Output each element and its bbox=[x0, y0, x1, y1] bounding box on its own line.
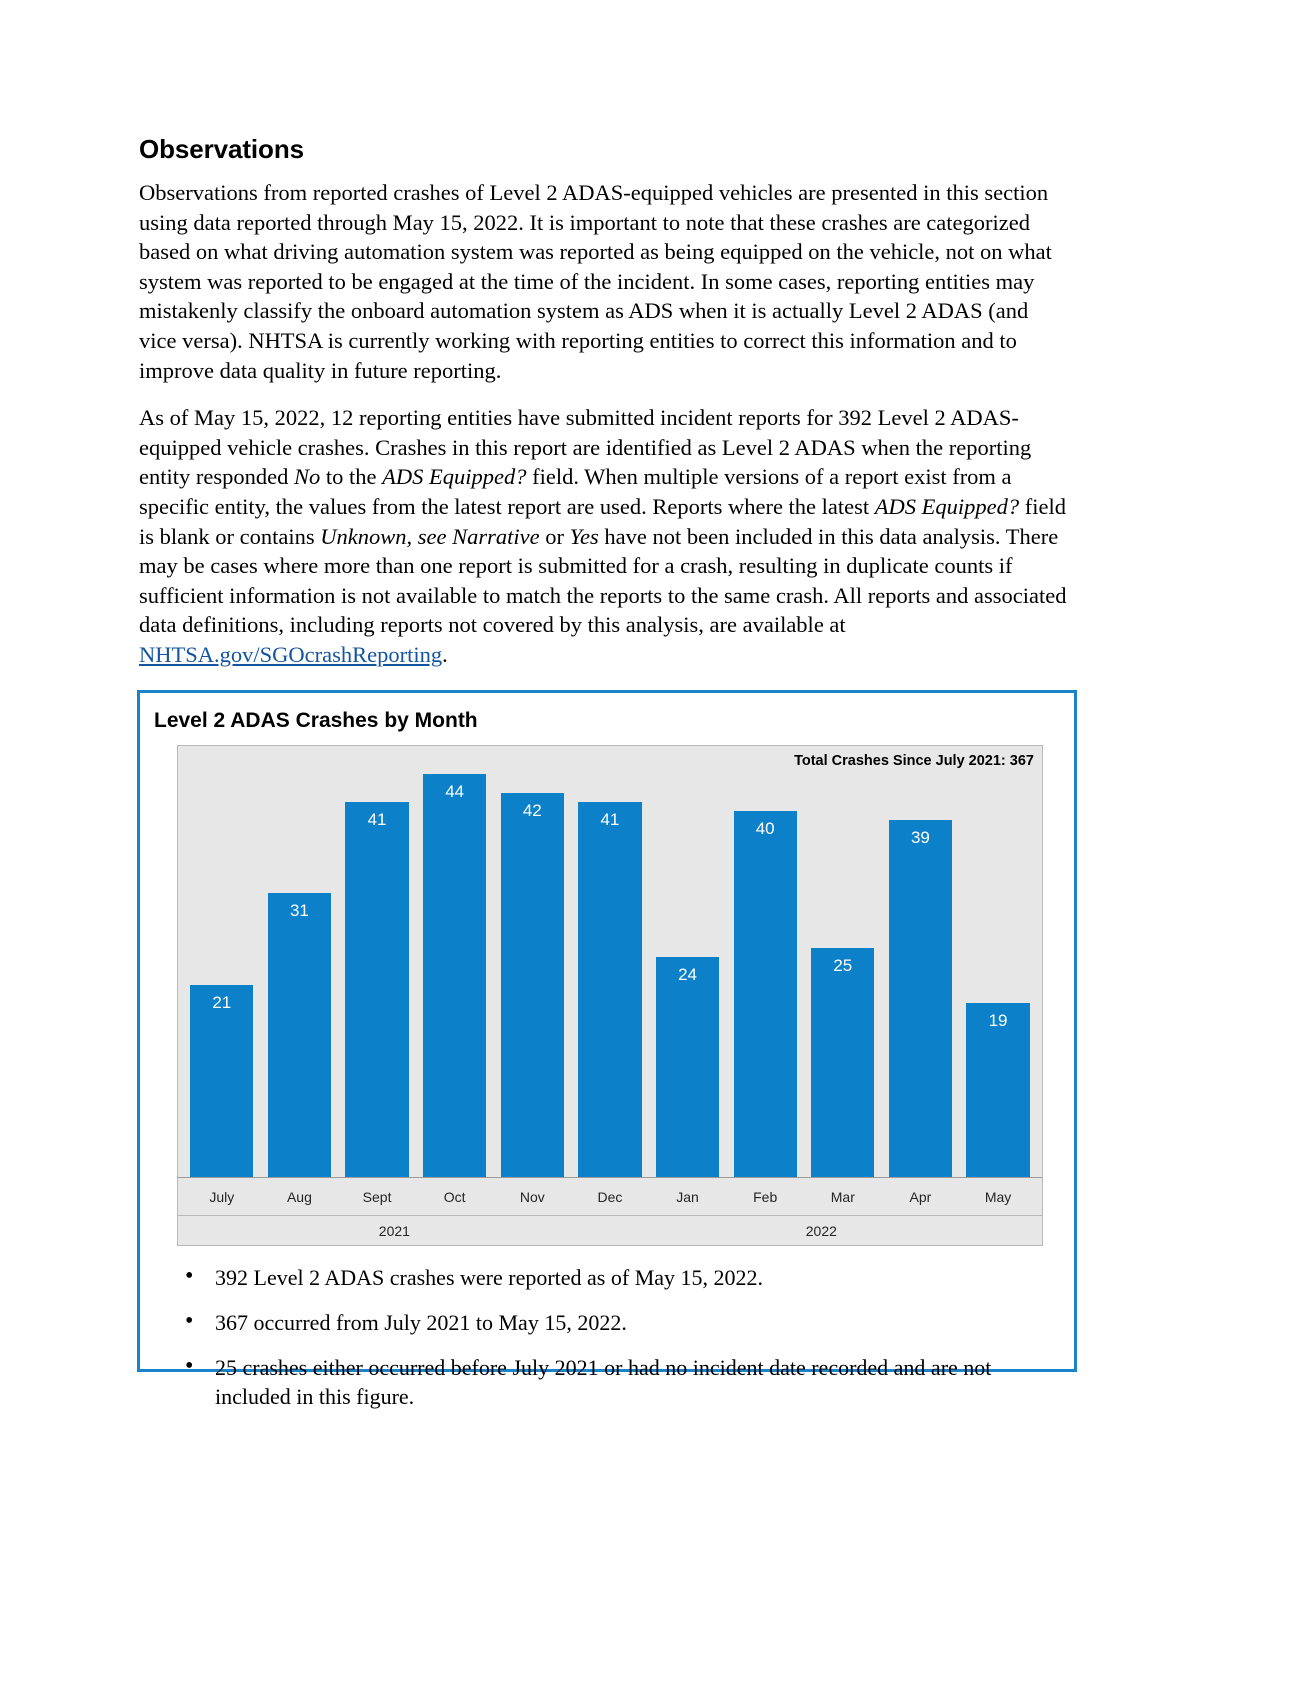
bar-may[interactable] bbox=[966, 1003, 1029, 1177]
bar-slot bbox=[811, 747, 874, 1177]
bar-slot bbox=[423, 747, 486, 1177]
bar-slot bbox=[501, 747, 564, 1177]
p2-italic-ads-equipped-1: ADS Equipped? bbox=[382, 464, 527, 490]
x-tick-may: May bbox=[984, 1188, 1012, 1205]
bar-slot bbox=[268, 747, 331, 1177]
chart-year-band bbox=[177, 1216, 1043, 1246]
p2-segment-7: . bbox=[442, 641, 448, 667]
page-title: Observations bbox=[139, 134, 304, 164]
bar-value-label: 21 bbox=[212, 992, 232, 1012]
bar-value-label: 41 bbox=[600, 809, 620, 829]
p2-italic-no: No bbox=[293, 464, 321, 490]
bar-feb[interactable] bbox=[734, 811, 797, 1177]
x-tick-apr: Apr bbox=[909, 1188, 932, 1205]
x-axis-tick-labels bbox=[183, 1178, 1037, 1215]
p2-segment-4: field is blank or contains bbox=[139, 493, 1066, 549]
bar-value-label: 39 bbox=[910, 828, 930, 848]
bar-value-label: 24 bbox=[678, 965, 698, 985]
bullet-marker-icon: • bbox=[185, 1308, 194, 1334]
bar-oct[interactable] bbox=[423, 774, 486, 1177]
bar-slot bbox=[734, 747, 797, 1177]
bar-value-label: 31 bbox=[289, 901, 309, 921]
bar-slot bbox=[345, 747, 408, 1177]
x-tick-july: July bbox=[209, 1188, 235, 1205]
bullet-text: 367 occurred from July 2021 to May 15, 2022. bbox=[215, 1310, 627, 1335]
x-tick-feb: Feb bbox=[753, 1188, 778, 1205]
p2-segment-1: As of May 15, 2022, 12 reporting entities have submitted incident reports for 392 Level 2 ADAS-equipped vehicle crashes. Crashes in this report are identified as Level 2 ADAS when the reporting entity responded bbox=[139, 405, 1032, 490]
p2-italic-ads-equipped-2: ADS Equipped? bbox=[874, 493, 1020, 519]
paragraph-observations-intro bbox=[139, 178, 1071, 385]
year-label-2022: 2022 bbox=[805, 1222, 837, 1239]
figure-container bbox=[137, 690, 1077, 1409]
list-item bbox=[181, 1353, 1061, 1411]
bar-sept[interactable] bbox=[345, 802, 408, 1177]
bar-value-label: 19 bbox=[988, 1011, 1008, 1031]
list-item bbox=[181, 1308, 1061, 1337]
chart-bars-region bbox=[183, 747, 1037, 1177]
x-tick-jan: Jan bbox=[676, 1188, 699, 1205]
bar-july[interactable] bbox=[190, 985, 253, 1177]
x-tick-oct: Oct bbox=[443, 1188, 466, 1205]
bar-value-label: 40 bbox=[755, 819, 775, 839]
bar-mar[interactable] bbox=[811, 948, 874, 1177]
bar-value-label: 44 bbox=[445, 782, 465, 802]
bar-slot bbox=[578, 747, 641, 1177]
p2-segment-3: field. When multiple versions of a report exist from a specific entity, the values from the latest report are used. Reports where the latest bbox=[139, 464, 1012, 519]
paragraph-reporting-details bbox=[139, 403, 1071, 669]
p2-italic-unknown-see-narrative: Unknown, see Narrative bbox=[320, 523, 540, 549]
bar-value-label: 41 bbox=[367, 809, 387, 829]
bar-nov[interactable] bbox=[501, 793, 564, 1177]
bar-series bbox=[183, 747, 1037, 1177]
p2-segment-6: have not been included in this data analysis. There may be cases where more than one report is submitted for a crash, resulting in duplicate counts if sufficient information is not available to match the reports to the same crash. All reports and associated data definitions, including reports not covered by this analysis, are available at bbox=[139, 523, 1067, 638]
bullet-marker-icon: • bbox=[185, 1263, 194, 1289]
chart-plot-area bbox=[177, 745, 1043, 1216]
x-tick-nov: Nov bbox=[519, 1188, 545, 1205]
bar-jan[interactable] bbox=[656, 957, 719, 1177]
bar-value-label: 25 bbox=[833, 956, 853, 976]
bullet-text: 25 crashes either occurred before July 2021 or had no incident date recorded and are not included in this figure. bbox=[215, 1355, 992, 1409]
bar-value-label: 42 bbox=[522, 800, 542, 820]
x-tick-aug: Aug bbox=[286, 1188, 312, 1205]
bullet-marker-icon: • bbox=[185, 1353, 194, 1379]
figure-title: Level 2 ADAS Crashes by Month bbox=[154, 709, 478, 732]
nhtsa-sgo-crash-reporting-link[interactable]: NHTSA.gov/SGOcrashReporting bbox=[139, 641, 443, 667]
x-tick-mar: Mar bbox=[830, 1188, 855, 1205]
chart-total-annotation: Total Crashes Since July 2021: 367 bbox=[794, 753, 1034, 769]
bullet-text: 392 Level 2 ADAS crashes were reported as of May 15, 2022. bbox=[215, 1265, 764, 1290]
paragraph1-text: Observations from reported crashes of Level 2 ADAS-equipped vehicles are presented in this section using data reported through May 15, 2022. It is important to note that these crashes are categorized based on what driving automation system was reported as being equipped on the vehicle, not on what system was reported to be engaged at the time of the incident. In some cases, reporting entities may mistakenly classify the onboard automation system as ADS when it is actually Level 2 ADAS (and vice versa). NHTSA is currently working with reporting entities to correct this information and to improve data quality in future reporting. bbox=[139, 180, 1052, 383]
chart-x-axis bbox=[178, 1177, 1042, 1215]
bar-slot bbox=[656, 747, 719, 1177]
bar-slot bbox=[966, 747, 1029, 1177]
bar-apr[interactable] bbox=[889, 820, 952, 1177]
p2-segment-5: or bbox=[539, 523, 570, 549]
bar-aug[interactable] bbox=[268, 893, 331, 1177]
bar-slot bbox=[889, 747, 952, 1177]
list-item bbox=[181, 1263, 1061, 1292]
bar-dec[interactable] bbox=[578, 802, 641, 1177]
x-tick-dec: Dec bbox=[597, 1188, 623, 1205]
document-content bbox=[139, 134, 1071, 670]
p2-italic-yes: Yes bbox=[569, 523, 599, 549]
figure-bullet-list bbox=[181, 1263, 1061, 1427]
x-tick-sept: Sept bbox=[362, 1188, 392, 1205]
bar-slot bbox=[190, 747, 253, 1177]
p2-segment-2: to the bbox=[320, 464, 383, 490]
year-label-2021: 2021 bbox=[378, 1222, 410, 1239]
